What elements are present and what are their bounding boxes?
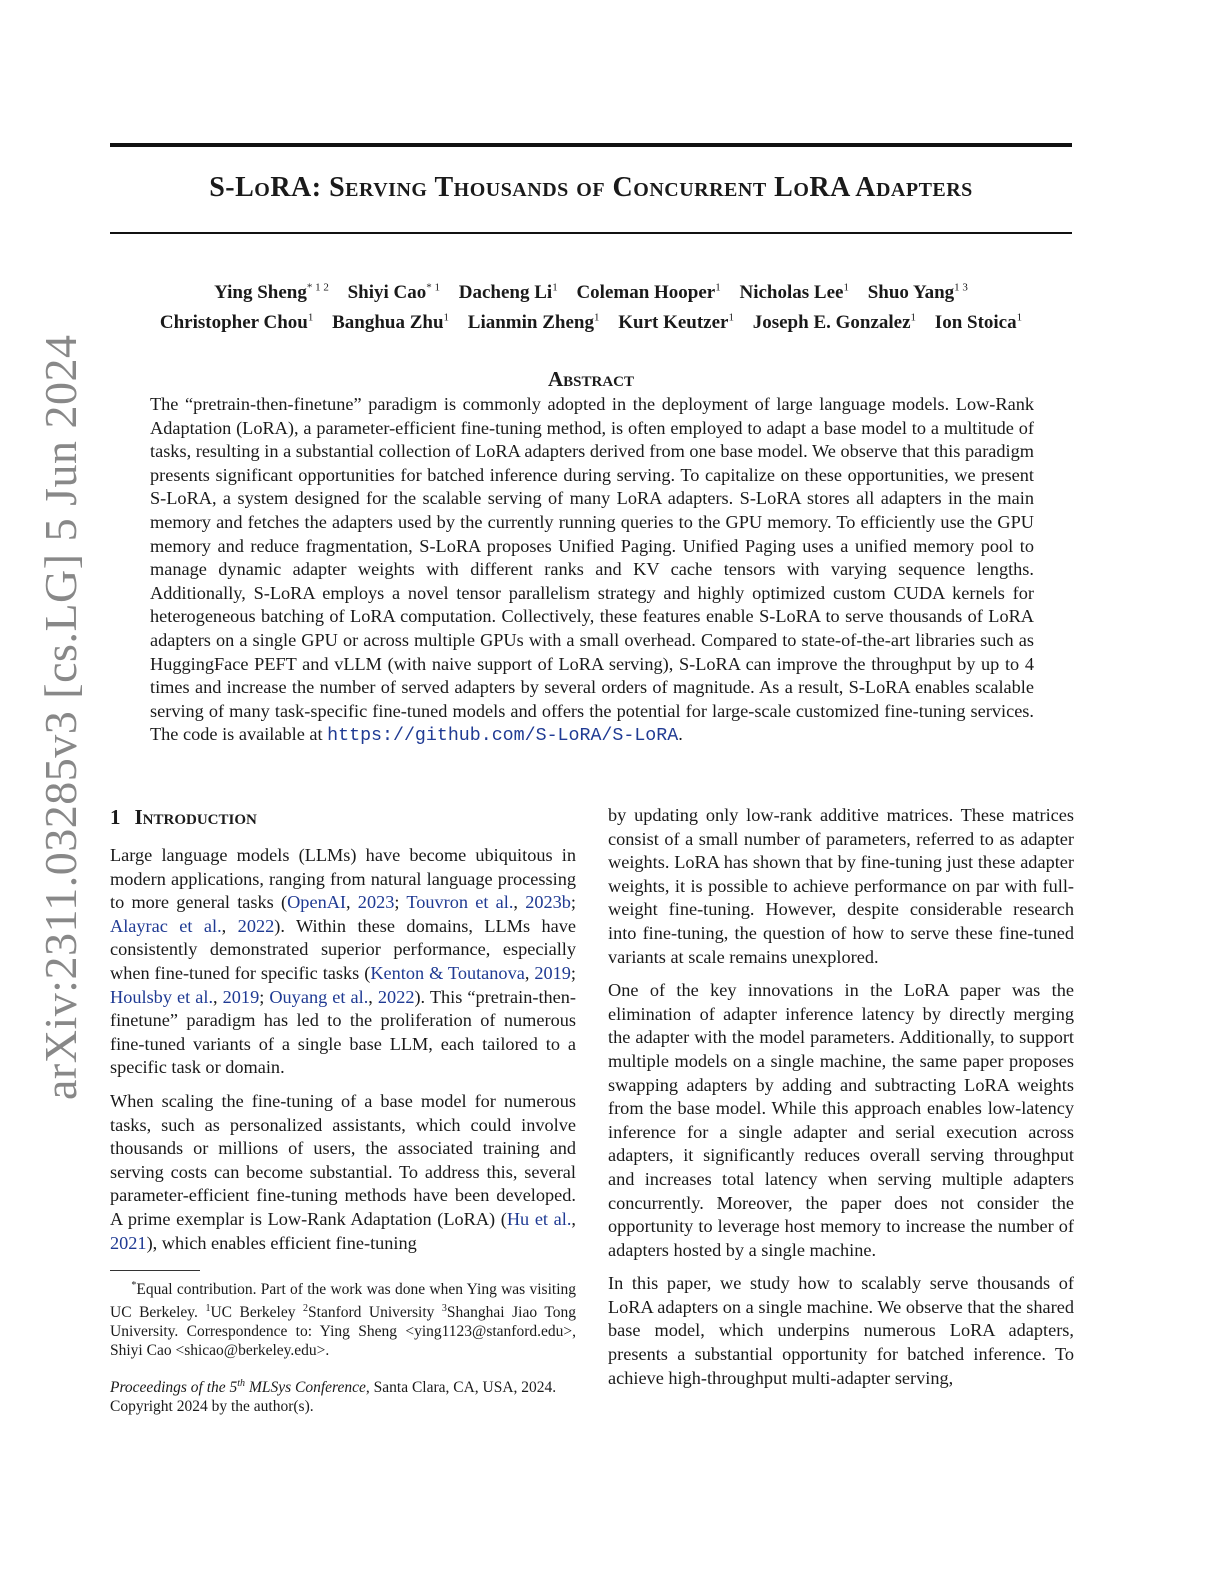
author: Nicholas Lee$^1$ <box>739 282 849 304</box>
author: Ying Sheng$^{* 1 2}$ <box>214 282 329 304</box>
author: Lianmin Zheng$^1$ <box>467 311 600 333</box>
title-rule-bottom <box>110 232 1072 234</box>
proceedings-note: Proceedings of the 5th MLSys Conference, Santa Clara, CA, USA, 2024. Copyright 2024 by the author(s). <box>110 1378 557 1416</box>
author: Shiyi Cao$^{* 1}$ <box>347 282 441 304</box>
author: Joseph E. Gonzalez$^1$ <box>752 311 917 333</box>
citation-link[interactable]: Hu et al. <box>506 1208 572 1229</box>
author-line-2 <box>110 305 1072 334</box>
citation-link[interactable]: 2023b <box>525 892 571 913</box>
author-list <box>110 276 1072 335</box>
paper-title: S-LoRA: Serving Thousands of Concurrent LoRA Adapters <box>209 172 973 203</box>
citation-link[interactable]: Ouyang et al. <box>269 986 369 1007</box>
right-column <box>608 804 1074 1400</box>
abstract-body: The “pretrain-then-finetune” paradigm is commonly adopted in the deployment of large language models. Low-Rank Adaptation (LoRA), a parameter-efficient fine-tuning method, is often employed to adapt a base model to a multitude of tasks, resulting in a substantial collection of LoRA adapters derived from one base model. We observe that this paradigm presents significant opportunities for batched inference during serving. To capitalize on these opportunities, we present S-LoRA, a system designed for the scalable serving of many LoRA adapters. S-LoRA stores all adapters in the main memory and fetches the adapters used by the currently running queries to the GPU memory. To efficiently use the GPU memory and reduce fragmentation, S-LoRA proposes Unified Paging. Unified Paging uses a unified memory pool to manage dynamic adapter weights with different ranks and KV cache tensors with varying sequence lengths. Additionally, S-LoRA employs a novel tensor parallelism strategy and highly optimized custom CUDA kernels for heterogeneous batching of LoRA computation. Collectively, these features enable S-LoRA to serve thousands of LoRA adapters on a single GPU or across multiple GPUs with a small overhead. Compared to state-of-the-art libraries such as HuggingFace PEFT and vLLM (with naive support of LoRA serving), S-LoRA can improve the throughput by up to 4 times and increase the number of served adapters by several orders of magnitude. As a result, S-LoRA enables scalable serving of many task-specific fine-tuned models and offers the potential for large-scale customized fine-tuning services. The code is available at https://github.com/S-LoRA/S-LoRA. <box>150 394 1034 747</box>
author: Christopher Chou$^1$ <box>159 311 314 333</box>
citation-link[interactable]: 2022 <box>237 915 275 936</box>
intro-paragraph-2: When scaling the fine-tuning of a base model for numerous tasks, such as personalized assistants, which could involve thousands or millions of users, the associated training and serving costs can become substantial. To address this, several parameter-efficient fine-tuning methods have been developed. A prime exemplar is Low-Rank Adaptation (LoRA) (Hu et al., 2021), which enables efficient fine-tuning <box>110 1090 576 1253</box>
code-link[interactable]: https://github.com/S-LoRA/S-LoRA <box>327 726 679 747</box>
intro-paragraph-1: Large language models (LLMs) have become ubiquitous in modern applications, ranging from natural language processing to more general tasks (OpenAI, 2023; Touvron et al., 2023b; Alayrac et al., 2022). Within these domains, LLMs have consistently demonstrated superior performance, especially when fine-tuned for specific tasks (Kenton & Toutanova, 2019; Houlsby et al., 2019; Ouyang et al., 2022). This “pretrain-then-finetune” paradigm has led to the proliferation of numerous fine-tuned variants of a single base LLM, each tailored to a specific task or domain. <box>110 845 577 1078</box>
citation-link[interactable]: 2019 <box>534 962 571 983</box>
title-rule-top <box>110 143 1072 147</box>
citation-link[interactable]: Alayrac et al. <box>110 915 222 936</box>
citation-link[interactable]: 2019 <box>222 986 260 1007</box>
intro-paragraph-4: One of the key innovations in the LoRA paper was the elimination of adapter inference latency by directly merging the adapter with the model parameters. Additionally, to support multiple models on a single machine, the same paper proposes swapping adapters by adding and subtracting LoRA weights from the base model. While this approach enables low-latency inference for a single adapter and serial execution across adapters, it significantly reduces overall serving throughput and increases total latency when serving multiple adapters concurrently. Moreover, the paper does not consider the opportunity to leverage host memory to increase the number of adapters hosted by a single machine. <box>608 980 1074 1260</box>
citation-link[interactable]: 2021 <box>110 1232 147 1253</box>
author-line-1 <box>110 276 1072 305</box>
intro-paragraph-3: by updating only low-rank additive matrices. These matrices consist of a small number of parameters, referred to as adapter weights. LoRA has shown that by fine-tuning just these adapter weights, it is possible to achieve performance on par with full-weight fine-tuning. However, despite considerable research into fine-tuning, the question of how to serve these fine-tuned variants at scale remains unexplored. <box>608 805 1074 967</box>
citation-link[interactable]: Houlsby et al. <box>110 986 214 1007</box>
author: Coleman Hooper$^1$ <box>576 282 721 304</box>
citation-link[interactable]: OpenAI <box>287 892 346 913</box>
intro-paragraph-5: In this paper, we study how to scalably serve thousands of LoRA adapters on a single machine. We observe that the shared base model, which underpins numerous LoRA adapters, presents a substantial opportunity for batched inference. To achieve high-throughput multi-adapter serving, <box>608 1273 1074 1388</box>
abstract-heading: Abstract <box>547 367 635 391</box>
left-column <box>110 804 576 1265</box>
citation-link[interactable]: Touvron et al. <box>406 892 514 913</box>
author: Shuo Yang$^{1 3}$ <box>867 282 968 304</box>
author: Ion Stoica$^1$ <box>934 311 1023 333</box>
footnote-rule <box>110 1270 200 1271</box>
footnote: *Equal contribution. Part of the work was done when Ying was visiting UC Berkeley. $^1$UC Berkeley $^2$Stanford University $^3$Shanghai Jiao Tong University. Correspondence to: Ying Sheng <ying1123@stanford.edu>, Shiyi Cao <shicao@berkeley.edu>. <box>110 1280 577 1360</box>
author: Kurt Keutzer$^1$ <box>618 311 734 333</box>
arxiv-side-stamp: arXiv:2311.03285v3 [cs.LG] 5 Jun 2024 <box>35 334 86 1100</box>
author: Dacheng Li$^1$ <box>458 282 558 304</box>
section-heading: 1 Introduction <box>110 805 257 829</box>
citation-link[interactable]: 2023 <box>357 892 395 913</box>
citation-link[interactable]: 2022 <box>377 986 415 1007</box>
author: Banghua Zhu$^1$ <box>332 311 450 333</box>
citation-link[interactable]: Kenton & Toutanova <box>370 962 525 983</box>
